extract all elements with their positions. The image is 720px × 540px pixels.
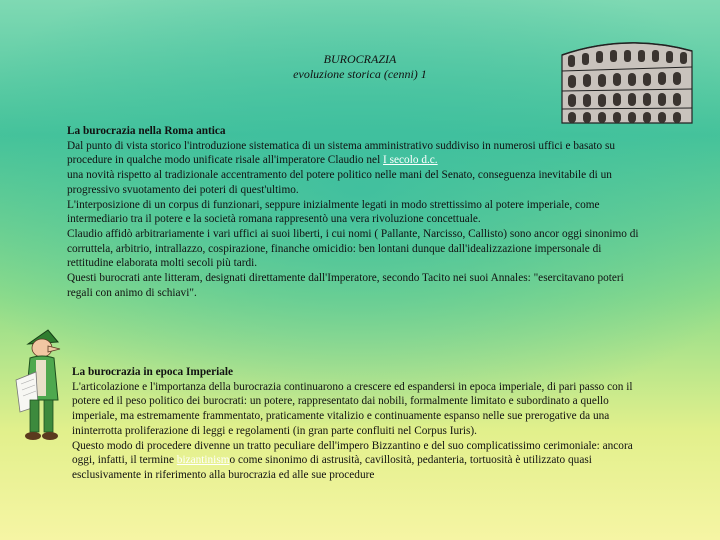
section-epoca-imperiale xyxy=(72,365,633,483)
slide-subtitle: evoluzione storica (cenni) 1 xyxy=(293,67,427,81)
colosseum-icon xyxy=(556,37,698,129)
clerk-figure-icon xyxy=(14,328,70,446)
text-line: L'interposizione di un corpus di funzionari, seppure inizialmente legati in modo strettissimo al potere imperiale, come xyxy=(67,198,600,211)
section-roma-antica xyxy=(67,124,639,300)
text-line: intermediario tra il potere e la società romana rappresentò una vera rivoluzione concettuale. xyxy=(67,213,481,226)
link-bizantinismo[interactable]: bizantinism xyxy=(176,454,230,467)
text-line: potere ed il peso politico dei burocrati: un potere, rappresentato dai nobili, formalmente limitato e subordinato a quello xyxy=(72,395,609,408)
text-line: Questo modo di procedere divenne un tratto peculiare dell'impero Bizzantino e del suo complicatissimo cerimoniale: ancora xyxy=(72,439,633,452)
text-line: imperiale, ma estremamente frammentato, praticamente vitalizio e continuamente espanso nelle sue prerogative da una xyxy=(72,410,610,423)
link-i-secolo[interactable]: I secolo d.c. xyxy=(383,154,438,167)
text-line: regali con animo di schiavi". xyxy=(67,286,197,299)
text-fragment: o come sinonimo di astrusità, cavillosità, pedanteria, tortuosità è utilizzato quasi xyxy=(229,454,592,467)
text-line xyxy=(67,153,639,168)
text-line: Dal punto di vista storico l'introduzione sistematica di un sistema amministrativo suddiviso in numerosi uffici e basato su xyxy=(67,139,616,152)
text-fragment: procedure in qualche modo unificate risale all'imperatore Claudio nel xyxy=(67,154,384,167)
slide-title: BUROCRAZIA xyxy=(323,52,397,66)
section-heading: La burocrazia in epoca Imperiale xyxy=(72,366,234,378)
text-line: corruttela, arbitrio, intrallazzo, cospirazione, finanche omicidio: ben lontani dunque dall'idealizzazione impersonale di xyxy=(67,242,602,255)
text-line: rettitudine elaborata molti secoli più tardi. xyxy=(67,257,258,270)
text-line: progressivo svuotamento dei poteri di quest'ultimo. xyxy=(67,183,299,196)
text-line xyxy=(72,453,633,468)
text-line: ininterrotta proliferazione di leggi e regolamenti (in gran parte confluiti nel Corpus Iuris). xyxy=(72,424,477,437)
text-line: una novità rispetto al tradizionale accentramento del potere politico nelle mani del Senato, conseguenza inevitabile di un xyxy=(67,169,612,182)
section-heading: La burocrazia nella Roma antica xyxy=(67,125,226,137)
text-line: esclusivamente in riferimento alla burocrazia ed alle sue procedure xyxy=(72,468,375,481)
text-line: Claudio affidò arbitrariamente i vari uffici ai suoi liberti, i cui nomi ( Pallante, Narcisso, Callisto) sono ancor oggi sinonimo di xyxy=(67,227,639,240)
text-line: L'articolazione e l'importanza della burocrazia continuarono a crescere ed espandersi in epoca imperiale, di pari passo con il xyxy=(72,380,633,393)
text-fragment: oggi, infatti, il termine xyxy=(72,454,177,467)
text-line: Questi burocrati ante litteram, designati direttamente dall'Imperatore, secondo Tacito nei suoi Annales: "esercitavano poteri xyxy=(67,272,624,285)
